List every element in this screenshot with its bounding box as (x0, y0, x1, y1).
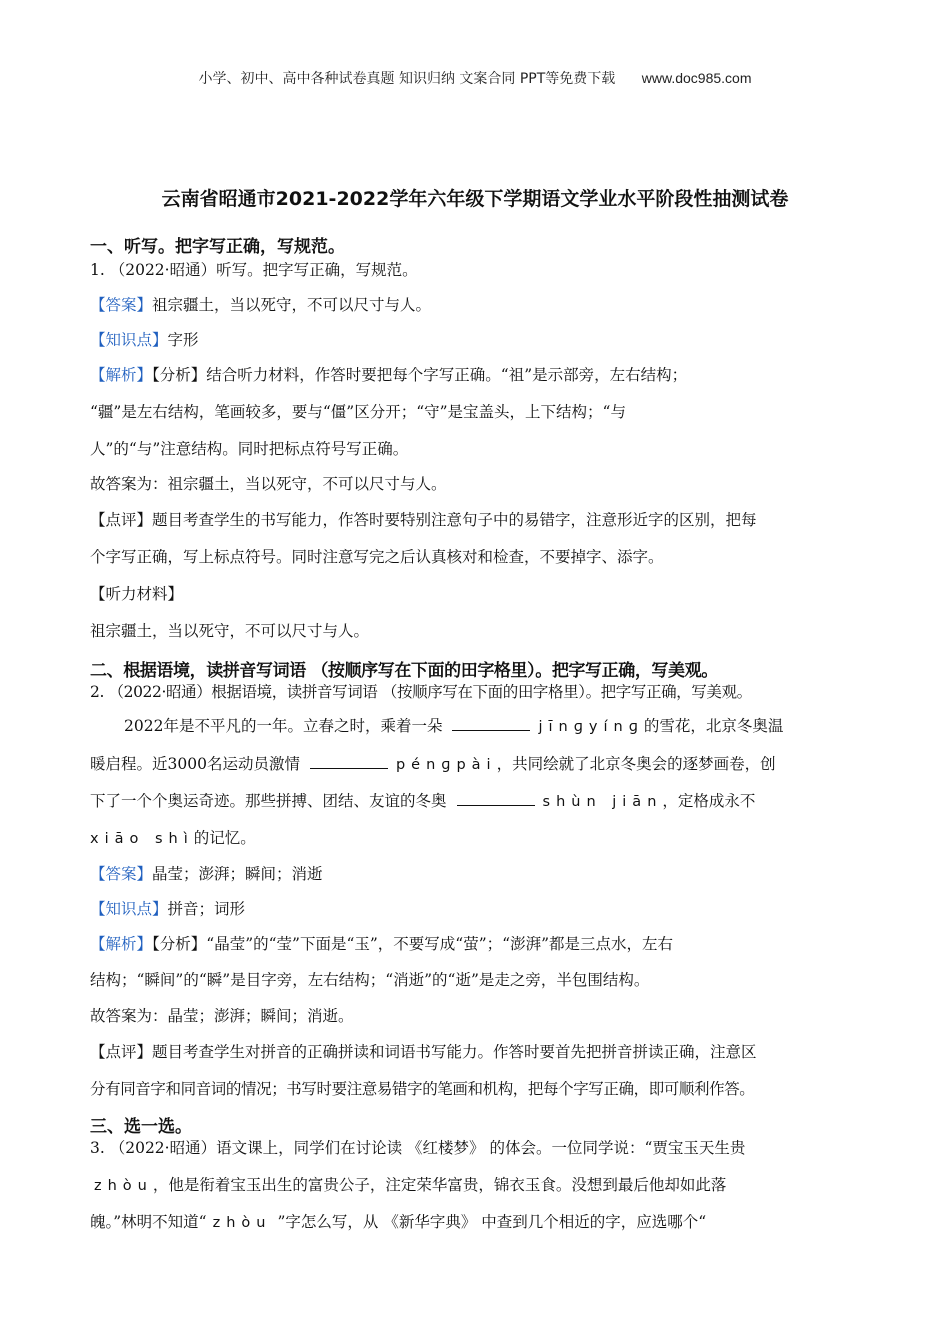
answer-blank[interactable] (310, 754, 388, 769)
page-header (0, 68, 950, 88)
knowledge-point-text: 拼音；词形 (167, 900, 246, 918)
answer-tag: 【答案】 (90, 865, 153, 883)
question-1: 1. （2022·昭通）听写。把字写正确，写规范。 (90, 261, 418, 279)
question-text: ，他是衔着宝玉出生的富贵公子，注定荣华富贵，锦衣玉食。没想到最后他却如此落 (152, 1176, 727, 1194)
question-2: 2. （2022·昭通）根据语境，读拼音写词语 （按顺序写在下面的田字格里）。把字写正确，写美观。 (90, 683, 752, 701)
exam-title: 云南省昭通市2021-2022学年六年级下学期语文学业水平阶段性抽测试卷 (161, 188, 789, 210)
analysis-text: 【分析】“晶莹”的“莹”下面是“玉”，不要写成“萤”；“澎湃”都是三点水，左右 (152, 935, 674, 953)
question-text: 魄。”林明不知道“ (90, 1213, 207, 1231)
pinyin-jingying: jīnɡyínɡ (538, 719, 644, 735)
question-3-line-2 (90, 1175, 860, 1196)
passage-line-4 (90, 828, 860, 849)
passage-text: 的记忆。 (193, 829, 256, 847)
comment-1-line-1: 【点评】题目考查学生的书写能力，作答时要特别注意句子中的易错字，注意形近字的区别，把每 (90, 511, 757, 529)
final-answer-1: 故答案为：祖宗疆土，当以死守，不可以尺寸与人。 (90, 475, 447, 493)
analysis-2-line-2: 结构；“瞬间”的“瞬”是目字旁，左右结构；“消逝”的“逝”是走之旁，半包围结构。 (90, 971, 650, 989)
answer-blank[interactable] (452, 716, 530, 731)
passage-text: 的雪花，北京冬奥温 (643, 717, 784, 735)
passage-line-1 (90, 716, 894, 737)
header-text: 小学、初中、高中各种试卷真题 知识归纳 文案合同 PPT等免费下载 (198, 71, 616, 87)
answer-2 (90, 864, 860, 884)
listening-tag: 【听力材料】 (90, 585, 184, 603)
comment-1-line-2: 个字写正确，写上标点符号。同时注意写完之后认真核对和检查，不要掉字、添字。 (90, 548, 664, 566)
analysis-1-line-2: “疆”是左右结构，笔画较多，要与“僵”区分开；“守”是宝盖头，上下结构；“与 (90, 403, 626, 421)
knowledge-point-tag: 【知识点】 (90, 331, 168, 349)
passage-text: 下了一个个奥运奇迹。那些拼搏、团结、友谊的冬奥 (90, 792, 447, 810)
question-text: ”字怎么写，从 《新华字典》 中查到几个相近的字，应选哪个“ (277, 1213, 707, 1231)
section-3-heading: 三、选一选。 (90, 1117, 192, 1137)
passage-line-3 (90, 791, 860, 812)
listening-text: 祖宗疆土，当以死守，不可以尺寸与人。 (90, 622, 370, 640)
analysis-1-line-3: 人”的“与”注意结构。同时把标点符号写正确。 (90, 440, 409, 458)
answer-1 (90, 295, 860, 315)
analysis-2-line-1 (90, 934, 860, 954)
header-site-link[interactable]: www.doc985.com (641, 70, 752, 86)
answer-blank[interactable] (457, 791, 535, 806)
passage-text: ，共同绘就了北京冬奥会的逐梦画卷，创 (496, 755, 776, 773)
pinyin-shunjian: shùn jiān (542, 794, 663, 810)
knowledge-point-text: 字形 (167, 331, 199, 349)
passage-text: 2022年是不平凡的一年。立春之时，乘着一朵 (124, 717, 443, 735)
analysis-tag: 【解析】 (90, 366, 153, 384)
passage-text: ，定格成永不 (662, 792, 756, 810)
analysis-1-line-1 (90, 365, 860, 385)
analysis-tag: 【解析】 (90, 935, 153, 953)
final-answer-2: 故答案为：晶莹；澎湃；瞬间；消逝。 (90, 1007, 354, 1025)
comment-2-line-2: 分有同音字和同音词的情况；书写时要注意易错字的笔画和机构，把每个字写正确，即可顺利作答。 (90, 1080, 755, 1098)
pinyin-zhou: zhòu (94, 1178, 153, 1194)
knowledge-point-tag: 【知识点】 (90, 900, 168, 918)
question-3-line-3 (90, 1212, 860, 1233)
pinyin-pengpai: pénɡpài (395, 757, 497, 773)
section-1-heading: 一、听写。把字写正确，写规范。 (90, 237, 345, 257)
knowledge-point-1 (90, 330, 860, 350)
answer-text: 祖宗疆土，当以死守，不可以尺寸与人。 (152, 296, 432, 314)
analysis-text: 【分析】结合听力材料，作答时要把每个字写正确。“祖”是示部旁，左右结构； (152, 366, 688, 384)
passage-text: 暖启程。近3000名运动员激情 (90, 755, 300, 773)
answer-text: 晶莹；澎湃；瞬间；消逝 (152, 865, 323, 883)
pinyin-xiaoshi: xiāo shì (90, 831, 194, 847)
answer-tag: 【答案】 (90, 296, 153, 314)
question-3-line-1: 3. （2022·昭通）语文课上，同学们在讨论读 《红楼梦》 的体会。一位同学说：“贾宝玉天生贵 (90, 1139, 746, 1157)
knowledge-point-2 (90, 899, 860, 919)
pinyin-zhou: zhòu (212, 1215, 272, 1231)
passage-line-2 (90, 754, 860, 775)
section-2-heading: 二、根据语境，读拼音写词语 （按顺序写在下面的田字格里）。把字写正确，写美观。 (90, 661, 718, 681)
comment-2-line-1: 【点评】题目考查学生对拼音的正确拼读和词语书写能力。作答时要首先把拼音拼读正确，注意区 (90, 1043, 757, 1061)
